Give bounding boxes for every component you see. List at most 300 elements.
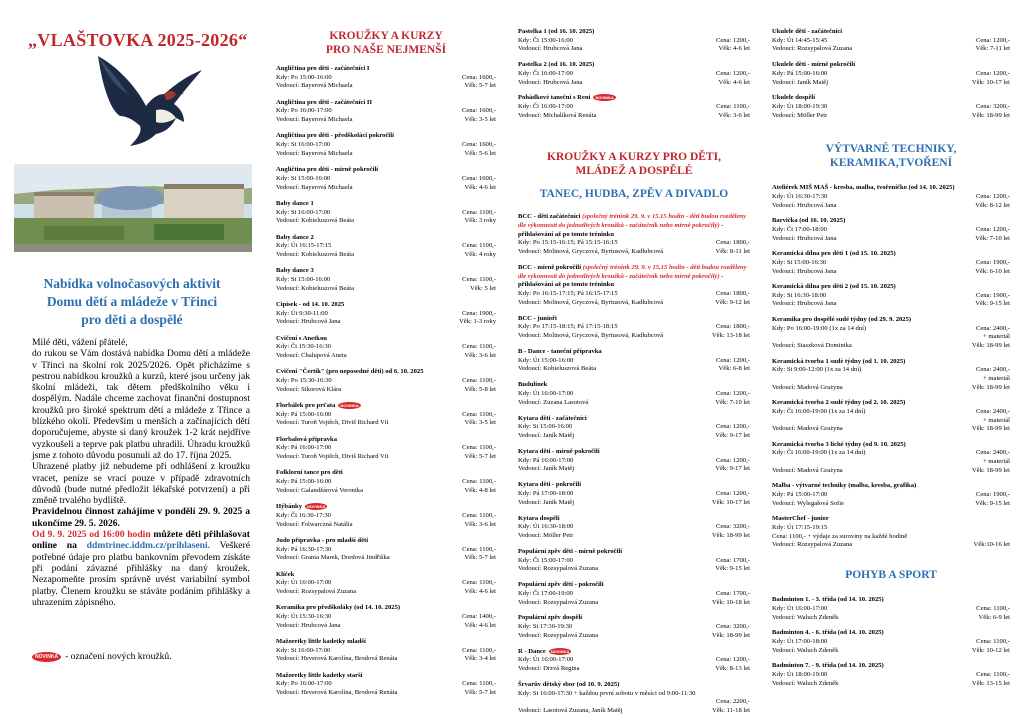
course-title-text: B - Dance - taneční přípravka (518, 348, 602, 356)
course-item (276, 267, 496, 293)
course-price: Cena: 1200,- (715, 656, 750, 664)
course-leader-age (276, 150, 496, 159)
course-leader: Vedoucí: Molinová, Gryczová, Byrtusová, Kadłubcová (518, 332, 664, 340)
course-leader: Vedoucí: Rozsypalová Zuzana (518, 631, 599, 639)
course-title-text: Pastelka 2 (od 16. 10. 2025) (518, 61, 595, 69)
course-material-fee: + materiál (983, 416, 1010, 424)
offer-title-line: pro děti a dospělé (81, 312, 183, 327)
course-when: Kdy: Út 16:30-17:30 (772, 193, 828, 201)
course-material (772, 333, 1010, 342)
course-when: Kdy: Čt 16:30-17:30 (276, 511, 331, 519)
course-leader: Vedoucí: Turoň Vojtěch, Diviš Richard Vít (276, 419, 389, 427)
course-item (772, 217, 1010, 243)
course-leader: Vedoucí: Hrubcová Jana (772, 267, 837, 275)
course-leader: Vedoucí: Madová Grażyna (772, 425, 843, 433)
course-age: Věk: 10-17 let (711, 498, 750, 506)
course-price: Cena: 1100,- (462, 410, 496, 418)
course-title (518, 415, 750, 424)
course-when-price (518, 103, 750, 112)
course-price: Cena: 1200,- (975, 36, 1010, 44)
course-item (518, 681, 750, 698)
course-when-price (518, 490, 750, 499)
course-when: Kdy: St 16:00-17:30 + každou první sobotu v měsíci od 9:00-11:30 (518, 689, 696, 697)
course-when: Kdy: St 16:00-17:00 (276, 141, 331, 149)
course-leader-age (276, 82, 496, 91)
course-when: Kdy: Pá 17:00-18:00 (518, 489, 574, 497)
course-item (772, 515, 1010, 550)
course-leader: Vedoucí: Waluch Zdeněk (772, 679, 839, 687)
course-item (276, 537, 496, 563)
course-material (772, 458, 1010, 467)
season-dates-text: Pravidelnou činnost zahájíme v pondělí 29. 9. 2025 a ukončíme 29. 5. 2026. (32, 506, 250, 529)
course-title (772, 482, 1010, 491)
course-when: Kdy: St 15:00-16:30 (772, 258, 827, 266)
course-leader: Vedoucí: Heverová Karolína, Brodová Renáta (276, 655, 398, 663)
course-title-text: Mažoretky little kadetky mladší (276, 637, 366, 645)
course-item (276, 200, 496, 226)
course-leader-age (276, 487, 496, 496)
course-when-price (772, 366, 1010, 375)
course-title-text: Populární zpěv děti - pokročilí (518, 581, 604, 589)
course-leader-age (276, 251, 496, 260)
course-leader: Vedoucí: Rozsypalová Zuzana (518, 565, 599, 573)
course-title-text: Hýbánky (276, 503, 303, 511)
course-when-price (276, 512, 496, 521)
course-leader-age (772, 268, 1010, 277)
course-title-text: Populární zpěv dospělí (518, 614, 583, 622)
course-title (518, 61, 750, 70)
course-title-text: BCC - děti začátečníci (518, 213, 581, 221)
course-when-price (276, 276, 496, 285)
course-when: Kdy: Čt 15:00-17:00 (518, 556, 573, 564)
course-price: Cena: 1700,- (715, 589, 750, 597)
course-leader-age (772, 467, 1010, 476)
course-age: Věk: 11-18 let (712, 707, 750, 715)
course-price: Cena: 1100,- (462, 208, 496, 216)
course-title (276, 402, 496, 411)
course-leader-age (772, 614, 1010, 623)
course-when: Kdy: St 15:00-16:00 (518, 423, 573, 431)
course-title-text: Ateliérek MIŠ MAŠ - kresba, malba, tvořeníčko (od 14. 10. 2025) (772, 184, 955, 192)
course-leader: Vedoucí: Molinová, Gryczová, Byrtusová, Kadłubcová (518, 298, 664, 306)
course-price: Cena: 1700,- (715, 556, 750, 564)
course-age: Věk: 5-6 let (464, 149, 496, 157)
course-title (276, 469, 496, 478)
course-title-text: Baby dance 1 (276, 199, 314, 207)
course-item (772, 61, 1010, 87)
course-leader-age (276, 622, 496, 631)
offer-title-line: Domu dětí a mládeže v Třinci (46, 294, 218, 309)
course-title-text: Kytara děti - začátečníci (518, 414, 587, 422)
course-title (518, 348, 750, 357)
course-leader: Vedoucí: Janík Matěj (772, 78, 829, 86)
course-title-text: Angličtina pro děti - mírně pokročilí (276, 166, 379, 174)
course-leader: Vedoucí: Turoň Vojtěch, Diviš Richard Vít (276, 453, 389, 461)
course-leader-age (518, 45, 750, 54)
course-price: Cena: 1800,- (715, 290, 750, 298)
course-title-text: MasterChef - junior (772, 515, 829, 523)
signup-paragraph (32, 529, 250, 608)
course-title (276, 571, 496, 580)
course-title (772, 217, 1010, 226)
greeting: Milé děti, vážení přátelé, (32, 337, 128, 348)
course-when: Kdy: Čt 16:00-19:00 (1x za 14 dní) (772, 449, 866, 457)
course-when-price (772, 449, 1010, 458)
course-title-text: Cvičení s Anetkou (276, 334, 327, 342)
course-when-price (518, 357, 750, 366)
course-leader: Vedoucí: Bayerová Michaela (276, 82, 353, 90)
course-when-price (518, 390, 750, 399)
course-leader-age (276, 318, 496, 327)
course-title (518, 581, 750, 590)
course-when: Kdy: St 16:00-17:00 (276, 646, 331, 654)
course-note: (společný trénink 29. 9. v 15.15 hodin - děti budou rozděleny dle výkonnosti do jednotlivých kroužků - začátečník nebo mírně pokročilý) (518, 213, 747, 230)
course-title (276, 65, 496, 74)
course-title (772, 662, 1010, 671)
course-age: Věk: 9-15 let (975, 499, 1010, 507)
signup-rest: . Veškeré potřebné údaje pro platbu bankovním převodem získáte při podání závazné přihlášky na daný kroužek. Nezapomeňte prosím správně uvést variabilní symbol platby. Členem kroužku se stáváte podáním přihlášky a uhrazením zápisného. (32, 540, 250, 608)
course-price: Cena: 1100,- (462, 680, 496, 688)
section-title-kids (518, 150, 750, 178)
course-leader: Vedoucí: Kobieluszová Beáta (276, 250, 355, 258)
course-leader: Vedoucí: Michalíková Renáta (518, 111, 597, 119)
course-leader-age (518, 499, 750, 508)
course-item (518, 698, 750, 715)
course-when-price (772, 193, 1010, 202)
kids-youth-column (508, 0, 762, 724)
course-item (772, 662, 1010, 688)
course-leader-age (772, 500, 1010, 509)
course-leader: Vedoucí: Janík Matěj (518, 432, 575, 440)
course-title (276, 672, 496, 681)
course-when-price (276, 647, 496, 656)
course-leader-age (772, 112, 1010, 121)
course-price: Cena: 1900,- (975, 258, 1010, 266)
course-leader: Vedoucí: Möller Petr (772, 111, 828, 119)
legend-text: - označení nových kroužků. (65, 651, 172, 662)
course-price: Cena: 1100,- (462, 646, 496, 654)
course-age: Věk: 4-6 let (718, 78, 750, 86)
course-leader-age (518, 707, 750, 716)
course-title-text: Kytara děti - mírně pokročilí (518, 447, 600, 455)
course-leader: Vedoucí: Hrubcová Jana (772, 201, 837, 209)
course-item (518, 213, 750, 257)
section-title-line: VÝTVARNÉ TECHNIKY, (825, 143, 957, 156)
course-price: Cena: 1100,- (976, 604, 1010, 612)
course-title-text: Judo přípravka - pro mladší děti (276, 536, 369, 544)
season-dates (32, 506, 250, 529)
course-title (276, 604, 496, 613)
course-title (276, 234, 496, 243)
course-leader: Vedoucí: Kobieluszová Beáta (276, 284, 355, 292)
course-item (276, 638, 496, 664)
section-title-line: MLÁDEŽ A DOSPĚLÉ (575, 165, 693, 178)
course-price: Cena: 1200,- (715, 423, 750, 431)
course-leader-age (518, 565, 750, 574)
course-age: Věk: 9-15 let (715, 565, 750, 573)
course-when-price (772, 408, 1010, 417)
course-leader: Vedoucí: Sikorová Klára (276, 385, 342, 393)
course-price: Cena: 1600,- (461, 73, 496, 81)
course-leader-age (518, 112, 750, 121)
course-title (518, 28, 750, 37)
course-title-text: Keramická tvorba 3 liché týdny (od 9. 10. 2025) (772, 440, 906, 448)
course-when-price (518, 239, 750, 248)
course-leader-age (518, 465, 750, 474)
course-leader: Vedoucí: Kobieluszová Beáta (276, 217, 355, 225)
course-title (772, 358, 1010, 367)
course-when: Kdy: Čt 17:00-19:00 (518, 589, 573, 597)
course-title (276, 436, 496, 445)
course-leader: Vedoucí: Bayerová Michaela (276, 116, 353, 124)
course-age: Věk: 3-6 let (464, 352, 496, 360)
course-when: Kdy: St 9:00-12:00 (1x za 14 dní) (772, 366, 862, 374)
course-list-art-early (518, 28, 750, 120)
course-item (518, 381, 750, 407)
course-age: Věk: 18-99 let (971, 342, 1010, 350)
course-leader: Vedoucí: Lasotová Zuzana, Janík Matěj (518, 707, 623, 715)
course-leader: Vedoucí: Kobieluszová Beáta (518, 365, 597, 373)
course-title (772, 61, 1010, 70)
course-price: Cena: 1100,- (462, 579, 496, 587)
course-age: Věk: 18-99 let (971, 466, 1010, 474)
course-age: Věk: 3-6 let (464, 520, 496, 528)
course-price: Cena: 1200,- (715, 489, 750, 497)
course-title (276, 200, 496, 209)
course-when: Kdy: Po 15:30-16:30 (276, 377, 332, 385)
course-title-suffix: - přihlašování až po tomto tréninku (518, 272, 724, 289)
course-age: Věk: 10-12 let (971, 646, 1010, 654)
course-age: Věk: 4 roky (464, 250, 496, 258)
course-when-price (276, 411, 496, 420)
course-item (276, 436, 496, 462)
course-leader: Vedoucí: Hrubcová Jana (276, 621, 341, 629)
course-when-price (276, 107, 496, 116)
course-when-price (772, 671, 1010, 680)
course-leader-age (772, 541, 1010, 550)
course-title-text: BCC - mírně pokročilí (518, 264, 582, 272)
course-title-text: Ukulele dospělí (772, 94, 816, 102)
section-title-dance: TANEC, HUDBA, ZPĚV A DIVADLO (539, 188, 729, 201)
course-when: Kdy: Út 18:00-19:00 (772, 671, 828, 679)
course-title (772, 28, 1010, 37)
course-list-dance (518, 213, 750, 716)
course-leader-age (276, 352, 496, 361)
course-price: Cena: 1800,- (715, 239, 750, 247)
course-age: Věk: 7-10 let (715, 398, 750, 406)
course-when-price (276, 680, 496, 689)
course-item (772, 629, 1010, 655)
course-leader-age (276, 217, 496, 226)
refund-paragraph: Uhrazené platby již nebudeme při odhlášení z kroužku vracet, peníze se vrací pouze v případě zdravotních důvodů (bude nutné předložit lékařské potvrzení) a při změně trvalého bydliště. (32, 461, 250, 507)
course-title (518, 381, 750, 390)
course-leader: Vedoucí: Zuzana Lasotová (518, 398, 589, 406)
course-leader-age (276, 386, 496, 395)
course-when-price (276, 444, 496, 453)
course-title-text: Budulínek (518, 381, 548, 389)
course-when-price (518, 37, 750, 46)
course-title-text: Šrvarův dětský sbor (od 10. 9. 2025) (518, 681, 620, 689)
young-children-column (262, 0, 508, 724)
course-when: Kdy: Pá 15:00-16:00 (772, 69, 828, 77)
course-leader-age (276, 554, 496, 563)
course-item (772, 283, 1010, 309)
course-price: Cena: 1100,- (462, 242, 496, 250)
course-price: Cena: 2200,- (715, 698, 750, 706)
course-price: Cena: 1200,- (975, 193, 1010, 201)
course-price: Cena: 1600,- (461, 141, 496, 149)
course-when-price (276, 546, 496, 555)
course-price: Cena: 1200,- (715, 36, 750, 44)
course-when: Kdy: Pá 16:00-17:00 (276, 444, 332, 452)
course-when: Kdy: St 15:00-16:00 (276, 174, 331, 182)
course-title-text: Angličtina pro děti - předškoláci pokročilí (276, 132, 394, 140)
course-price: Cena: 1600,- (461, 107, 496, 115)
course-leader-age (276, 285, 496, 294)
intro-column (0, 0, 262, 724)
course-title-text: Keramika pro předškoláky (od 14. 10. 2025) (276, 604, 401, 612)
course-material (772, 417, 1010, 426)
course-age: Věk: 6-8 let (718, 365, 750, 373)
signup-start: Od 9. 9. 2025 od 16:00 hodin (32, 529, 151, 541)
course-age: Věk: 9-12 let (715, 298, 750, 306)
course-title-text: Pastelka 1 (od 16. 10. 2025) (518, 28, 595, 35)
course-title (276, 132, 496, 141)
course-item (276, 402, 496, 428)
course-leader: Vedoucí: Wylegałová Sofie (772, 499, 844, 507)
course-title-text: Badminton 4. - 6. třída (od 14. 10. 2025) (772, 629, 884, 637)
new-badge-icon: NOVINKA (550, 648, 570, 654)
course-item (772, 399, 1010, 434)
course-when: Kdy: Po 15:15-16:15; Pá 15:15-16:15 (518, 239, 618, 247)
course-leader-age (772, 384, 1010, 393)
art-sport-column (762, 0, 1024, 724)
course-price: Cena: 1100,- (462, 545, 496, 553)
course-age: Věk: 18-99 let (711, 631, 750, 639)
course-title-suffix: - přihlašování až po tomto tréninku (518, 222, 724, 238)
course-price: Cena: 1100,- (462, 275, 496, 283)
course-list-young (276, 65, 496, 698)
course-item (276, 301, 496, 327)
course-when-price (518, 323, 750, 332)
new-badge-icon: NOVINKA (595, 95, 614, 101)
course-leader-age (772, 235, 1010, 244)
course-item (518, 315, 750, 341)
course-title (276, 503, 496, 512)
course-leader-age (518, 248, 750, 257)
course-title-text: Cipísek - od 14. 10. 2025 (276, 300, 345, 308)
course-title (772, 184, 1010, 193)
course-leader: Vedoucí: Hrubcová Jana (276, 318, 341, 326)
course-age: Věk: 13-18 let (711, 332, 750, 340)
intro-paragraph: do rukou se Vám dostává nabídka Domu dětí a mládeže v Třinci na školní rok 2025/2026. Opět přicházíme s pestrou nabídkou kroužků a kurzů, které jsou určeny jak školní mládeži, tak dětem předškolního věku i dospělým. Nadále chceme zachovat finanční dostupnost kroužků pro široké spektrum dětí a mládeže z Třince a blízkého okolí. Především u menších a začínajících dětí doporučujeme, abyste si daný kroužek 1-2 krát nejdříve vyzkoušeli a teprve pak platbu uhradili. Úhradu kroužků jsme z tohoto důvodu posunuli až do 17. října 2025. (32, 348, 250, 461)
course-age: Věk: 18-99 let (971, 425, 1010, 433)
course-price: Cena: 1100,- (462, 478, 496, 486)
course-leader: Vedoucí: Waluch Zdeněk (772, 646, 839, 654)
course-title (518, 548, 750, 557)
course-title-text: Baby dance 2 (276, 233, 314, 241)
course-leader-age (772, 425, 1010, 434)
course-item (772, 482, 1010, 508)
course-age: Věk: 9-17 let (715, 432, 750, 440)
course-title (518, 264, 750, 290)
course-when-price (518, 656, 750, 665)
course-age: Věk: 7-10 let (975, 234, 1010, 242)
course-price: Cena: 1100,- (462, 444, 496, 452)
course-title (276, 537, 496, 546)
course-when-price (772, 70, 1010, 79)
course-age: Věk: 18-99 let (971, 111, 1010, 119)
course-title-text: R - Dance (518, 647, 546, 655)
course-material-fee: + materiál (983, 333, 1010, 341)
course-title-text: Angličtina pro děti - začátečníci II (276, 98, 373, 106)
course-when-price (276, 242, 496, 251)
course-age: Věk: 10-17 let (971, 78, 1010, 86)
course-leader-age (276, 116, 496, 125)
course-title (772, 94, 1010, 103)
course-age: Věk: 13-15 let (971, 679, 1010, 687)
course-leader-age (772, 300, 1010, 309)
course-title-text: Malba - výtvarné techniky (malba, kresba, grafika) (772, 482, 917, 490)
course-title-text: Angličtina pro děti - začátečníci I (276, 65, 370, 72)
course-title-text: Klíček (276, 570, 295, 578)
course-note: (společný trénink 29. 9. v 15.15 hodin - děti budou rozděleny dle výkonnosti do jednotlivých kroužků - začátečník nebo mírně pokročilý) (518, 264, 747, 280)
course-age: Věk: 9-17 let (715, 465, 750, 473)
course-when: Kdy: Pá 15:00-16:00 (276, 478, 332, 486)
course-title-text: Cvičení "Čertík" (pro neposedné děti) od 6. 10. 2025 (276, 368, 424, 376)
course-title-text: Florbalová přípravka (276, 435, 337, 443)
course-title (772, 596, 1010, 605)
course-leader: Vedoucí: Rozsypalová Zuzana (518, 598, 599, 606)
course-leader: Vedoucí: Janík Matěj (518, 498, 575, 506)
course-when: Kdy: Út 16:00-17:00 (518, 390, 574, 398)
course-when-price (772, 638, 1010, 647)
course-title-text: Ukulele děti - mírně pokročilí (772, 61, 856, 69)
course-age: Věk: 5 let (469, 284, 496, 292)
course-title-text: Keramická tvorba 2 sudé týdny (od 2. 10. 2025) (772, 399, 906, 407)
course-leader: Vedoucí: Hrubcová Jana (518, 78, 583, 86)
legend (32, 651, 172, 662)
course-when-price (518, 590, 750, 599)
course-price: Cena: 1600,- (461, 174, 496, 182)
section-title-young (276, 29, 496, 57)
course-age: Věk: 5-7 let (464, 554, 496, 562)
course-age: Věk: 18-99 let (711, 531, 750, 539)
course-item (276, 166, 496, 192)
course-item (772, 184, 1010, 210)
course-when: Kdy: Čt 16:00-19:00 (1x za 14 dní) (772, 407, 866, 415)
course-when: Kdy: Út 16:30-18:00 (518, 523, 574, 531)
course-when: Kdy: St 17:30-19:30 (518, 623, 573, 631)
course-title-text: Kytara děti - pokročilí (518, 481, 582, 489)
course-title-text: Pohádkové taneční s Reni (518, 94, 591, 102)
section-title-line: KROUŽKY A KURZY PRO DĚTI, (547, 151, 721, 164)
course-item (518, 415, 750, 441)
course-title (518, 94, 750, 103)
signup-link[interactable]: ddmtrinec.iddm.cz/prihlaseni (86, 540, 208, 552)
course-title (518, 515, 750, 524)
course-item (276, 571, 496, 597)
course-leader-age (518, 365, 750, 374)
course-price: Cena: 1900,- (975, 491, 1010, 499)
course-age: Věk: 8-11 let (715, 248, 750, 256)
course-title-text: Badminton 1. - 3. třída (od 14. 10. 2025) (772, 596, 884, 604)
course-title-text: Populární zpěv děti - mírně pokročilí (518, 547, 623, 555)
course-price: Cena: 2400,- (975, 324, 1010, 332)
course-leader-age (276, 453, 496, 462)
course-title-text: Florbálek pro prťata (276, 402, 336, 410)
course-price: Cena: 1100,- (462, 511, 496, 519)
